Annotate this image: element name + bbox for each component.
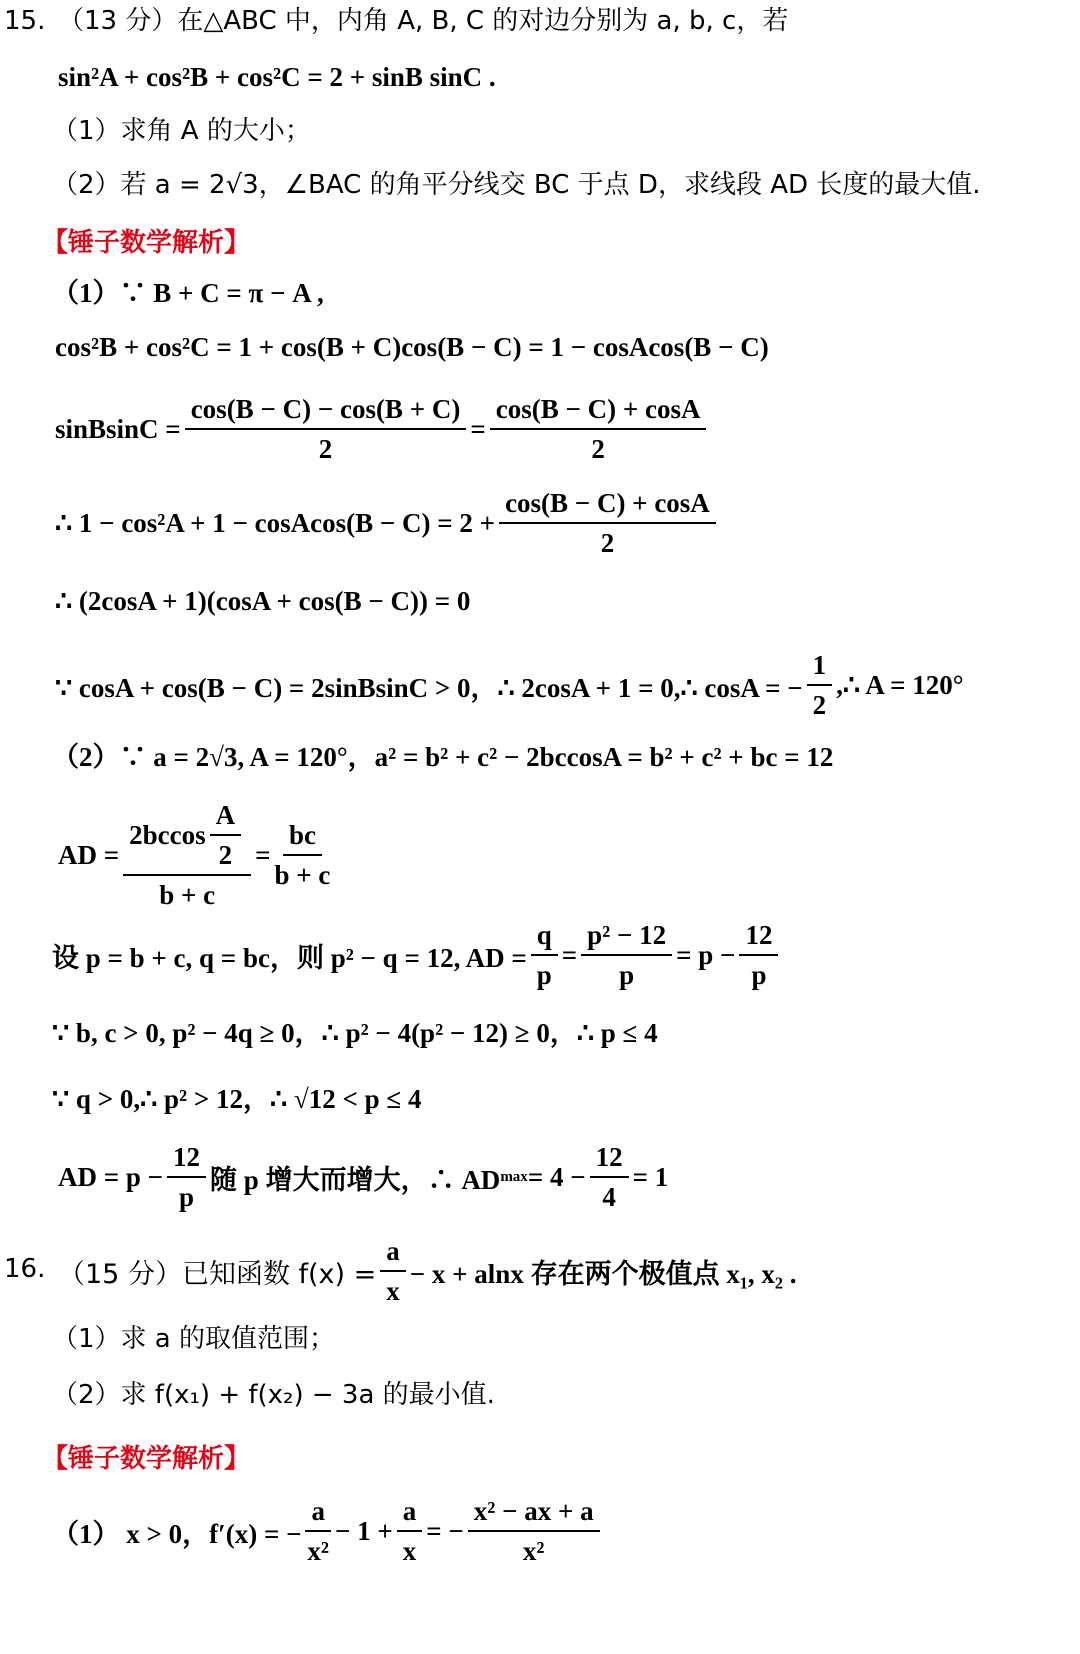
q15-step2: cos²B + cos²C = 1 + cos(B + C)cos(B − C) = 1 − cosAcos(B − C) <box>55 332 769 362</box>
fraction: $\frac{bc}{b + c}$ <box>274 820 331 890</box>
q15-condition: sin²A + cos²B + cos²C = 2 + sinB sinC . <box>58 62 496 92</box>
q16-part1: （1）求 a 的取值范围； <box>52 1324 336 1354</box>
fraction: $\frac{\cos(B - C) - \cos(B + C)}{2}$ <box>185 392 467 466</box>
fraction: $\frac{\text{p² − 12}}{p}$ <box>581 918 672 992</box>
q15-step6: ∵ cosA + cos(B − C) = 2sinBsinC > 0，∴ 2cosA + 1 = 0,∴ cosA = − $\frac{1}{2}$ ,∴ A = 120° <box>55 650 964 720</box>
q16-step1: （1） x > 0，f′(x) = − $\frac{a}{\text{x²}}$ − 1 + $\frac{a}{x}$ = − $\frac{\text{x² − ax + a}}{\text{x²}}$ <box>52 1494 604 1568</box>
fraction: 2bccos $\frac{A}{2}$ b + c <box>123 798 251 912</box>
q15-step8: AD = 2bccos $\frac{A}{2}$ b + c = $\frac{bc}{b + c}$ <box>58 800 331 910</box>
fraction: $\frac{q}{p}$ <box>531 918 558 992</box>
q15-step5: ∴ (2cosA + 1)(cosA + cos(B − C)) = 0 <box>55 586 471 616</box>
q15-step11: ∵ q > 0,∴ p² > 12，∴ √12 < p ≤ 4 <box>52 1084 422 1114</box>
fraction: $\frac{1}{2}$ <box>807 648 833 722</box>
fraction: $\frac{a}{x}$ <box>380 1234 406 1308</box>
q16-intro: （15 分）已知函数 f(x) = $\frac{a}{x}$ − x + alnx 存在两个极值点 x₁, x₂ . <box>58 1236 797 1306</box>
q15-solution-header: 【锤子数学解析】 <box>42 228 251 258</box>
q15-part2: （2）若 a = 2√3，∠BAC 的角平分线交 BC 于点 D，求线段 AD 长度的最大值. <box>52 170 981 200</box>
q15-number: 15. <box>4 6 46 36</box>
fraction: $\frac{\cos(B - C) + \cos A}{2}$ <box>499 486 716 560</box>
q16-number: 16. <box>4 1254 46 1284</box>
q15-step10: ∵ b, c > 0, p² − 4q ≥ 0，∴ p² − 4(p² − 12) ≥ 0，∴ p ≤ 4 <box>52 1018 658 1048</box>
fraction: $\frac{12}{4}$ <box>590 1140 629 1214</box>
q15-step3: sinBsinC = $\frac{\cos(B - C) - \cos(B + C)}{2}$ = $\frac{\cos(B - C) + \cos A}{2}$ <box>55 392 710 466</box>
fraction: $\frac{\text{x² − ax + a}}{\text{x²}}$ <box>468 1494 600 1568</box>
q15-intro: （13 分）在△ABC 中，内角 A, B, C 的对边分别为 a, b, c，若 <box>58 6 789 36</box>
q15-step7: （2）∵ a = 2√3, A = 120°，a² = b² + c² − 2bccosA = b² + c² + bc = 12 <box>52 742 834 772</box>
fraction: $\frac{12}{p}$ <box>739 918 778 992</box>
q15-part1: （1）求角 A 的大小； <box>52 116 311 146</box>
q15-step1: （1）∵ B + C = π − A , <box>52 278 324 308</box>
fraction: $\frac{A}{2}$ <box>210 798 242 872</box>
q15-step4: ∴ 1 − cos²A + 1 − cosAcos(B − C) = 2 + $\frac{\cos(B - C) + \cos A}{2}$ <box>55 486 720 560</box>
q16-part2: （2）求 f(x₁) + f(x₂) − 3a 的最小值. <box>52 1380 495 1410</box>
q15-step9: 设 p = b + c, q = bc，则 p² − q = 12, AD = $\frac{q}{p}$ = $\frac{\text{p² − 12}}{p}$ = p − $\frac{12}{p}$ <box>52 918 782 992</box>
fraction: $\frac{a}{x}$ <box>397 1494 423 1568</box>
fraction: $\frac{a}{\text{x²}}$ <box>307 1496 330 1566</box>
fraction: $\frac{\cos(B - C) + \cos A}{2}$ <box>490 392 707 466</box>
fraction: $\frac{12}{p}$ <box>167 1140 206 1214</box>
q15-step12: AD = p − $\frac{12}{p}$ 随 p 增大而增大，∴ AD max = 4 − $\frac{12}{4}$ = 1 <box>58 1142 669 1212</box>
q16-solution-header: 【锤子数学解析】 <box>42 1444 251 1474</box>
